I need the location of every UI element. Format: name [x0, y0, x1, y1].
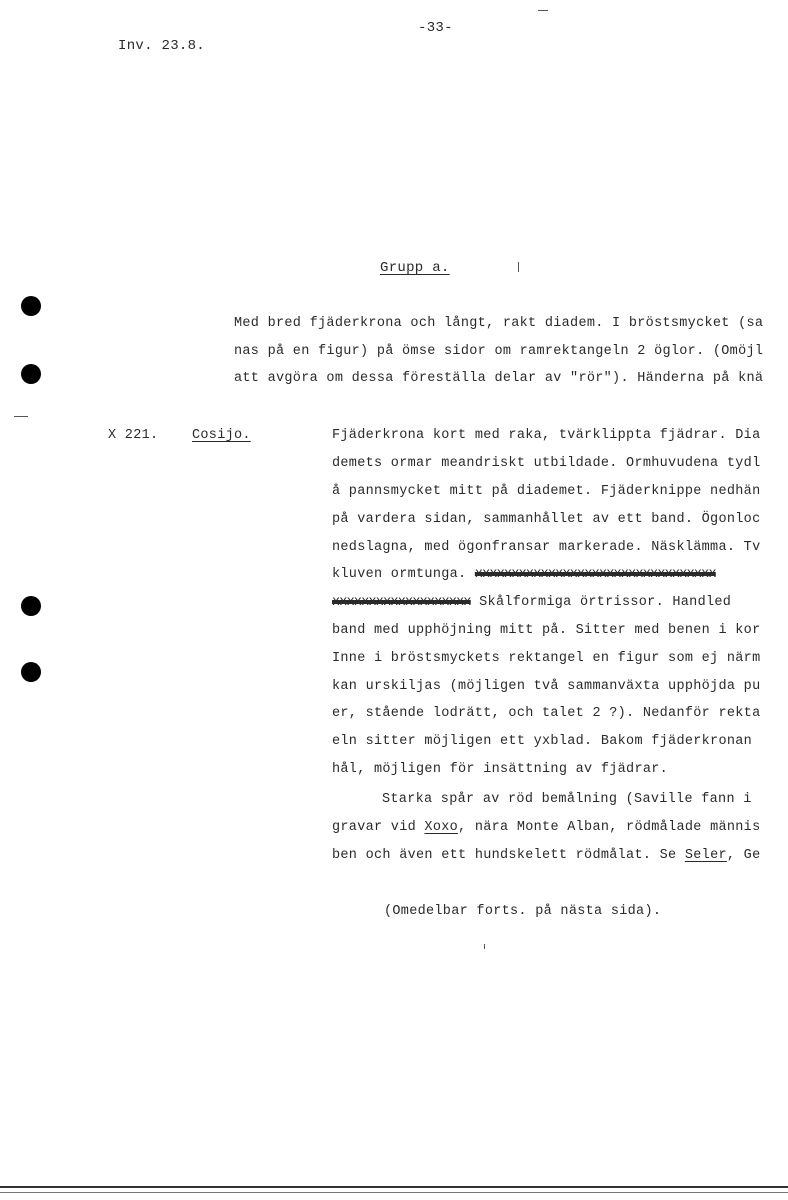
entry-line: på vardera sidan, sammanhållet av ett band. Ögonloc	[332, 512, 761, 527]
struck-text: xxxxxxxxxxxxxxxxxxx	[332, 595, 471, 610]
paper-speck	[14, 416, 28, 417]
entry-line: nedslagna, med ögonfransar markerade. Näsklämma. Tv	[332, 540, 761, 555]
paper-speck	[518, 262, 519, 272]
paragraph-2-text: , nära Monte Alban, rödmålade männis	[458, 820, 761, 835]
entry-line: er, stående lodrätt, och talet 2 ?). Nedanför rekta	[332, 706, 761, 721]
entry-line: band med upphöjning mitt på. Sitter med benen i kor	[332, 623, 761, 638]
place-name-xoxo: Xoxo	[424, 820, 459, 835]
paragraph-2-line: Starka spår av röd bemålning (Saville fann i	[382, 792, 752, 807]
punch-hole-4	[21, 662, 41, 682]
intro-line: att avgöra om dessa föreställa delar av "rör"). Händerna på knä	[234, 371, 764, 386]
punch-hole-2	[21, 364, 41, 384]
struck-text: xxxxxxxxxxxxxxxxxxxxxxxxxxxxxxxxx	[474, 567, 716, 582]
paragraph-2-line	[332, 848, 760, 863]
entry-line: kan urskiljas (möjligen två sammanväxta upphöjda pu	[332, 679, 761, 694]
entry-line-6-text: kluven ormtunga.	[332, 567, 467, 582]
page-bottom-edge	[0, 1186, 788, 1188]
paragraph-2-text: , Ge	[726, 848, 761, 863]
inventory-number: Inv. 23.8.	[118, 38, 206, 54]
entry-line: hål, möjligen för insättning av fjädrar.	[332, 762, 669, 777]
continued-note: (Omedelbar forts. på nästa sida).	[384, 904, 662, 919]
intro-line: Med bred fjäderkrona och långt, rakt diadem. I bröstsmycket (sa	[234, 316, 764, 331]
paragraph-2-text: ben och även ett hundskelett rödmålat. Se	[332, 848, 685, 863]
entry-line: eln sitter möjligen ett yxblad. Bakom fjäderkronan	[332, 734, 753, 749]
page-number: -33-	[418, 20, 453, 36]
reference-seler: Seler	[684, 848, 727, 863]
entry-line-6	[332, 567, 716, 582]
page-bottom-edge	[0, 1192, 788, 1193]
punch-hole-3	[21, 596, 41, 616]
paragraph-2-text: gravar vid	[332, 820, 425, 835]
punch-hole-1	[21, 296, 41, 316]
entry-name: Cosijo.	[192, 428, 251, 443]
group-heading: Grupp a.	[380, 260, 450, 276]
entry-line-7-text: Skålformiga örtrissor. Handled	[479, 595, 732, 610]
intro-line: nas på en figur) på ömse sidor om ramrektangeln 2 öglor. (Omöjl	[234, 344, 764, 359]
entry-line: Fjäderkrona kort med raka, tvärklippta fjädrar. Dia	[332, 428, 761, 443]
entry-line: Inne i bröstsmyckets rektangel en figur som ej närm	[332, 651, 761, 666]
paper-speck	[538, 10, 548, 11]
entry-mark: X 221.	[108, 428, 159, 443]
entry-line: å pannsmycket mitt på diademet. Fjäderknippe nedhän	[332, 484, 761, 499]
paper-speck	[484, 944, 485, 949]
entry-line: demets ormar meandriskt utbildade. Ormhuvudena tydl	[332, 456, 761, 471]
entry-line-7	[332, 595, 731, 610]
paragraph-2-line	[332, 820, 760, 835]
